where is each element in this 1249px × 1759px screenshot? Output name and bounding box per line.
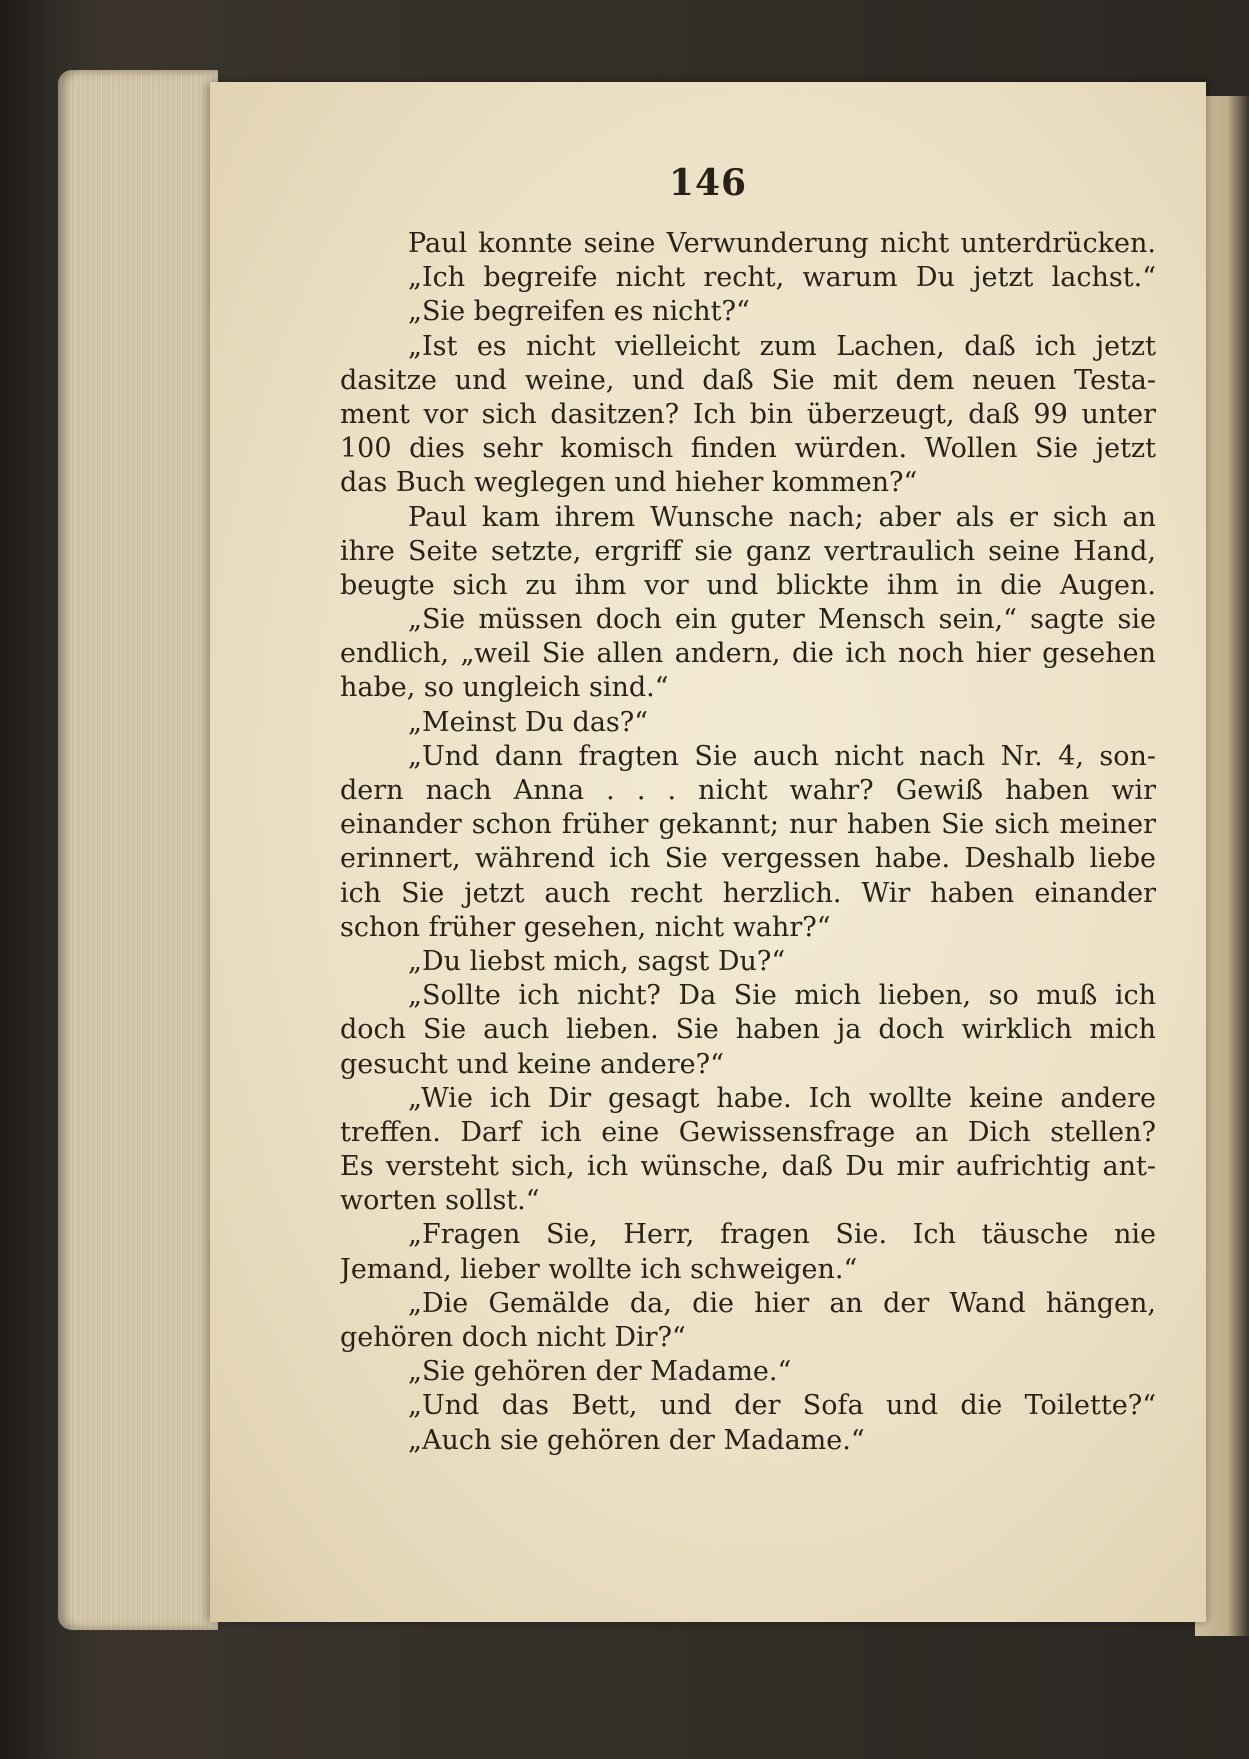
text-line: endlich, „weil Sie allen andern, die ich noch hier gesehen (340, 638, 1156, 670)
text-line: „Und das Bett, und der Sofa und die Toilette?“ (408, 1390, 1156, 1422)
text-line: „Ich begreife nicht recht, warum Du jetzt lachst.“ (408, 262, 1156, 294)
text-line: worten sollst.“ (340, 1185, 540, 1217)
text-line: „Sollte ich nicht? Da Sie mich lieben, so muß ich (408, 980, 1156, 1012)
text-line: dern nach Anna . . . nicht wahr? Gewiß haben wir (340, 775, 1156, 806)
page-number: 146 (668, 162, 748, 204)
text-line: erinnert, während ich Sie vergessen habe. Deshalb liebe (340, 843, 1156, 875)
text-line: Paul kam ihrem Wunsche nach; aber als er sich an (408, 501, 1156, 533)
text-line: Es versteht sich, ich wünsche, daß Du mir aufrichtig ant- (340, 1151, 1156, 1183)
text-line: treffen. Darf ich eine Gewissensfrage an Dich stellen? (340, 1116, 1156, 1148)
text-line: „Sie gehören der Madame.“ (408, 1356, 792, 1388)
stacked-page-edges (58, 70, 218, 1630)
text-line: gehören doch nicht Dir?“ (340, 1322, 686, 1353)
text-line: ment vor sich dasitzen? Ich bin überzeugt, daß 99 unter (340, 398, 1156, 430)
text-line: gesucht und keine andere?“ (340, 1048, 724, 1080)
text-line: „Wie ich Dir gesagt habe. Ich wollte keine andere (408, 1082, 1156, 1114)
text-line: Jemand, lieber wollte ich schweigen.“ (340, 1253, 858, 1285)
text-line: ihre Seite setzte, ergriff sie ganz vertraulich seine Hand, (340, 535, 1156, 567)
text-line: „Auch sie gehören der Madame.“ (408, 1424, 865, 1456)
text-line: ich Sie jetzt auch recht herzlich. Wir haben einander (340, 877, 1156, 909)
text-line: „Sie begreifen es nicht?“ (408, 296, 750, 328)
text-line: beugte sich zu ihm vor und blickte ihm in die Augen. (340, 569, 1156, 601)
text-line: Paul konnte seine Verwunderung nicht unterdrücken. (408, 228, 1156, 259)
text-line: „Fragen Sie, Herr, fragen Sie. Ich täusche nie (408, 1219, 1156, 1251)
text-line: doch Sie auch lieben. Sie haben ja doch wirklich mich (340, 1014, 1156, 1046)
text-line: „Ist es nicht vielleicht zum Lachen, daß ich jetzt (408, 330, 1156, 362)
text-line: „Du liebst mich, sagst Du?“ (408, 945, 786, 977)
text-line: „Und dann fragten Sie auch nicht nach Nr. 4, son- (408, 740, 1156, 772)
text-line: „Die Gemälde da, die hier an der Wand hängen, (408, 1287, 1156, 1319)
page-body-text (340, 227, 1156, 1458)
text-line: einander schon früher gekannt; nur haben Sie sich meiner (340, 809, 1156, 841)
text-line: dasitze und weine, und daß Sie mit dem neuen Testa- (340, 364, 1156, 396)
text-line: habe, so ungleich sind.“ (340, 672, 669, 704)
book-page (210, 82, 1206, 1622)
text-line: 100 dies sehr komisch finden würden. Wollen Sie jetzt (340, 433, 1156, 465)
text-line: „Sie müssen doch ein guter Mensch sein,“ sagte sie (408, 604, 1156, 636)
text-line: „Meinst Du das?“ (408, 706, 649, 738)
text-line: schon früher gesehen, nicht wahr?“ (340, 911, 831, 943)
text-line: das Buch weglegen und hieher kommen?“ (340, 467, 918, 499)
